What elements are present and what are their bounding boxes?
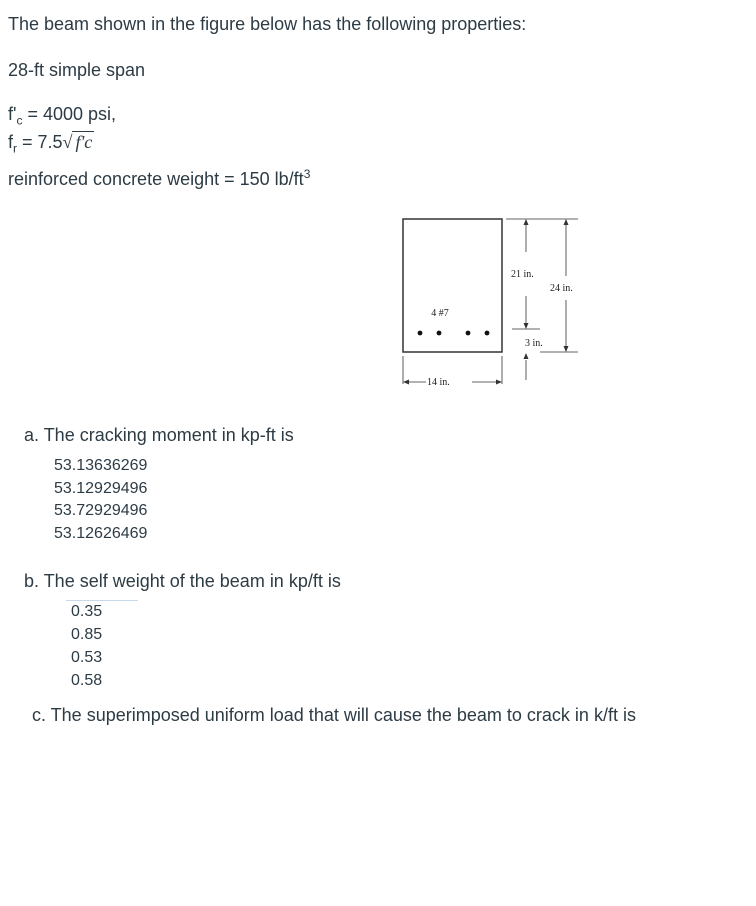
question-a-text: a. The cracking moment in kp-ft is bbox=[24, 425, 294, 445]
fr-line bbox=[8, 131, 94, 160]
rebar-4 bbox=[485, 331, 490, 336]
fr-label: f bbox=[8, 132, 14, 152]
question-a-option-1[interactable]: 53.13636269 bbox=[54, 457, 148, 474]
fc-label: f' bbox=[8, 104, 17, 124]
intro-text: The beam shown in the figure below has the following properties: bbox=[8, 14, 527, 34]
weight-text: reinforced concrete weight = 150 lb/ft bbox=[8, 169, 304, 189]
rebar-2 bbox=[437, 331, 442, 336]
d-arrow-bottom bbox=[524, 323, 529, 329]
question-b-option-4[interactable]: 0.58 bbox=[71, 672, 103, 689]
weight-line bbox=[8, 163, 310, 190]
span-text: 28-ft simple span bbox=[8, 60, 146, 80]
option-divider bbox=[66, 600, 138, 601]
cover-arrow bbox=[524, 353, 529, 359]
h-arrow-bottom bbox=[564, 346, 569, 352]
fr-root: f'c bbox=[72, 131, 94, 152]
fc-sub: c bbox=[16, 113, 23, 128]
d-arrow-top bbox=[524, 219, 529, 225]
width-label: 14 in. bbox=[427, 377, 450, 388]
fc-line bbox=[8, 103, 116, 132]
question-c-text: c. The superimposed uniform load that will cause the beam to crack in k/ft is bbox=[32, 705, 636, 725]
sqrt-symbol: √ f'c bbox=[62, 132, 93, 152]
d-label: 21 in. bbox=[511, 269, 534, 280]
question-a-option-2[interactable]: 53.12929496 bbox=[54, 480, 148, 497]
question-b-option-3[interactable]: 0.53 bbox=[71, 649, 103, 666]
h-label: 24 in. bbox=[550, 283, 573, 294]
weight-sup: 3 bbox=[303, 167, 311, 181]
rebar-1 bbox=[418, 331, 423, 336]
fc-value: = 4000 psi, bbox=[22, 104, 117, 124]
fr-sub: r bbox=[13, 141, 18, 156]
question-a-option-4[interactable]: 53.12626469 bbox=[54, 525, 148, 542]
rebar-3 bbox=[466, 331, 471, 336]
width-arrow-right bbox=[496, 380, 502, 385]
fr-value: = 7.5 bbox=[17, 132, 63, 152]
question-a-option-3[interactable]: 53.72929496 bbox=[54, 502, 148, 519]
bars-label: 4 #7 bbox=[431, 308, 449, 319]
question-b-option-2[interactable]: 0.85 bbox=[71, 626, 103, 643]
cover-label: 3 in. bbox=[525, 338, 543, 349]
question-b-text: b. The self weight of the beam in kp/ft is bbox=[24, 571, 341, 591]
width-arrow-left bbox=[403, 380, 409, 385]
h-arrow-top bbox=[564, 219, 569, 225]
question-b-option-1[interactable]: 0.35 bbox=[71, 603, 103, 620]
beam-cross-section-figure bbox=[390, 212, 590, 392]
